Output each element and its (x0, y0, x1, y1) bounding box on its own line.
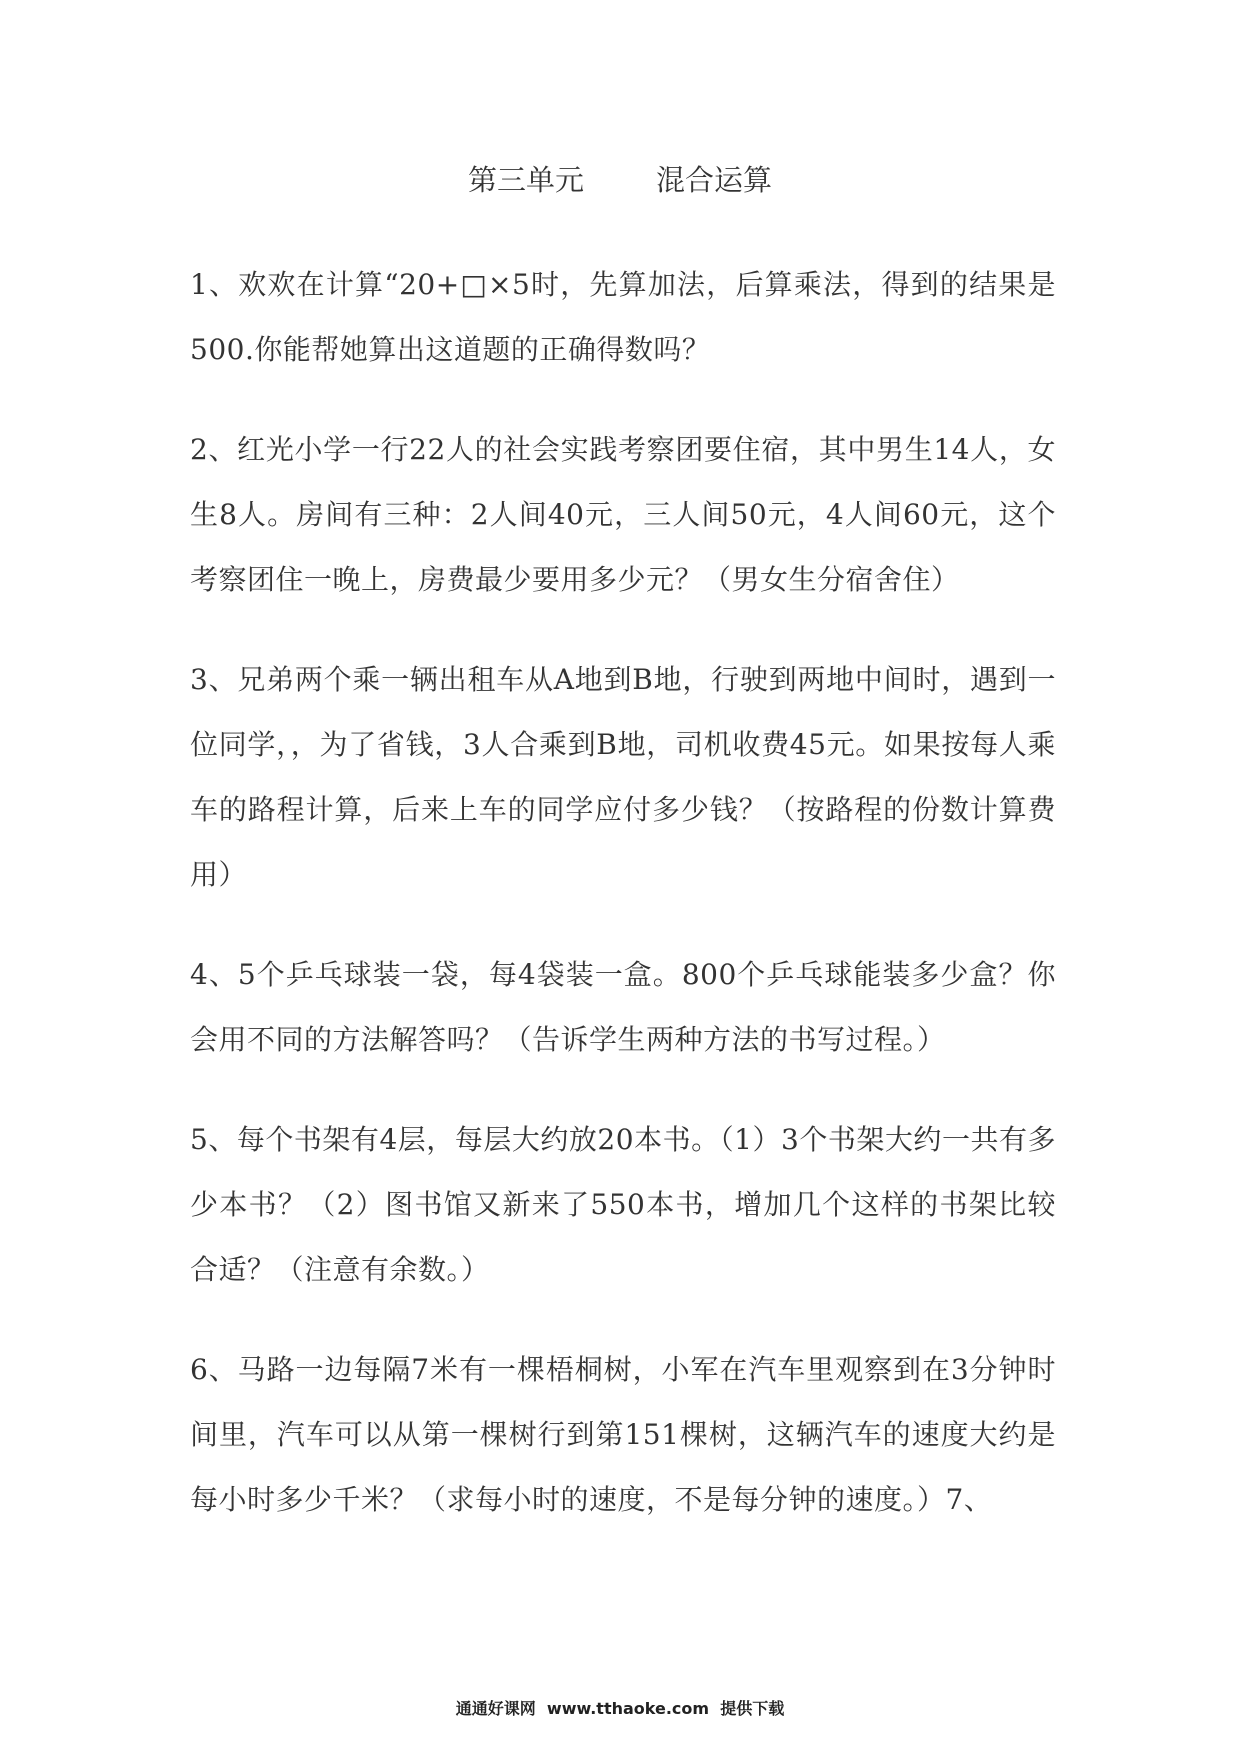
problem-5 (190, 1107, 1056, 1302)
problem-text: 6、马路一边每隔7米有一棵梧桐树，小军在汽车里观察到在3分钟时间里，汽车可以从第一棵树行到第151棵树，这辆汽车的速度大约是每小时多少千米？（求每小时的速度，不是每分钟的速度。）7、 (190, 1353, 1056, 1516)
problem-text: 4、5个乒乓球装一袋，每4袋装一盒。800个乒乓球能装多少盒？你会用不同的方法解答吗？（告诉学生两种方法的书写过程。） (190, 958, 1056, 1056)
problem-4 (190, 942, 1056, 1072)
title-unit: 第三单元 (467, 163, 584, 197)
problem-list (190, 252, 1056, 1567)
title-topic: 混合运算 (656, 163, 773, 197)
problem-text: 3、兄弟两个乘一辆出租车从A地到B地，行驶到两地中间时，遇到一位同学，，为了省钱，3人合乘到B地，司机收费45元。如果按每人乘车的路程计算，后来上车的同学应付多少钱？（按路程的份数计算费用） (190, 663, 1056, 891)
problem-2 (190, 417, 1056, 612)
problem-3 (190, 647, 1056, 907)
problem-text: 1、欢欢在计算“20+□×5时，先算加法，后算乘法，得到的结果是500.你能帮她算出这道题的正确得数吗？ (190, 268, 1056, 366)
problem-text: 2、红光小学一行22人的社会实践考察团要住宿，其中男生14人，女生8人。房间有三种：2人间40元，三人间50元，4人间60元，这个考察团住一晚上，房费最少要用多少元？（男女生分宿舍住） (190, 433, 1056, 596)
problem-text: 5、每个书架有4层，每层大约放20本书。（1）3个书架大约一共有多少本书？（2）图书馆又新来了550本书，增加几个这样的书架比较合适？（注意有余数。） (190, 1123, 1056, 1286)
page-title (0, 160, 1240, 200)
problem-1 (190, 252, 1056, 382)
problem-6 (190, 1337, 1056, 1532)
footer-credit: 通通好课网 www.tthaoke.com 提供下载 (455, 1699, 785, 1718)
